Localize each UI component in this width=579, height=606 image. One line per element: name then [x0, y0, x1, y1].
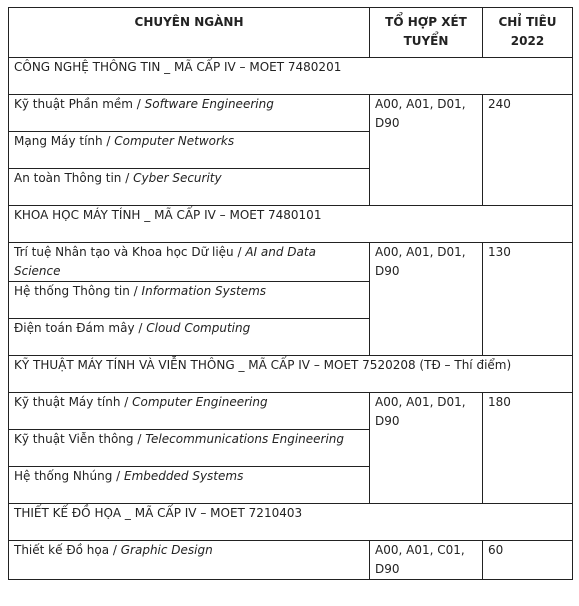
- major-cell: [9, 319, 370, 356]
- major-name-en: Embedded Systems: [124, 469, 244, 483]
- major-name-en: Software Engineering: [144, 97, 274, 111]
- major-row: [9, 393, 573, 430]
- major-cell: [9, 169, 370, 206]
- group-row: [9, 206, 573, 243]
- combo-cell: A00, A01, C01, D90: [370, 541, 483, 580]
- group-row: [9, 504, 573, 541]
- major-cell: [9, 132, 370, 169]
- major-name-vi: Trí tuệ Nhân tạo và Khoa học Dữ liệu /: [14, 245, 246, 259]
- major-cell: [9, 541, 370, 580]
- combo-cell: A00, A01, D01, D90: [370, 243, 483, 356]
- major-name-en: Computer Networks: [114, 134, 235, 148]
- major-name-vi: Thiết kế Đồ họa /: [14, 543, 121, 557]
- major-name-vi: Mạng Máy tính /: [14, 134, 115, 148]
- group-row: [9, 58, 573, 95]
- major-name-vi: Kỹ thuật Viễn thông /: [14, 432, 146, 446]
- major-name-vi: Hệ thống Nhúng /: [14, 469, 124, 483]
- combo-cell: A00, A01, D01, D90: [370, 393, 483, 504]
- header-row: [9, 8, 573, 58]
- major-name-vi: Kỹ thuật Phần mềm /: [14, 97, 145, 111]
- table-body: [9, 58, 573, 580]
- major-name-vi: Kỹ thuật Máy tính /: [14, 395, 133, 409]
- major-name-en: Cyber Security: [133, 171, 222, 185]
- major-name-vi: Hệ thống Thông tin /: [14, 284, 142, 298]
- header-major: CHUYÊN NGÀNH: [9, 8, 370, 58]
- major-name-en: Information Systems: [141, 284, 267, 298]
- major-row: [9, 243, 573, 282]
- major-name-vi: An toàn Thông tin /: [14, 171, 134, 185]
- major-cell: [9, 282, 370, 319]
- group-title: CÔNG NGHỆ THÔNG TIN _ MÃ CẤP IV – MOET 7480201: [9, 58, 573, 95]
- group-title: KỸ THUẬT MÁY TÍNH VÀ VIỄN THÔNG _ MÃ CẤP IV – MOET 7520208 (TĐ – Thí điểm): [9, 356, 573, 393]
- header-quota: CHỈ TIÊU 2022: [483, 8, 573, 58]
- quota-cell: 180: [483, 393, 573, 504]
- major-row: [9, 541, 573, 580]
- major-name-vi: Điện toán Đám mây /: [14, 321, 147, 335]
- quota-cell: 130: [483, 243, 573, 356]
- major-cell: [9, 243, 370, 282]
- major-cell: [9, 393, 370, 430]
- major-name-en: Computer Engineering: [132, 395, 268, 409]
- group-title: KHOA HỌC MÁY TÍNH _ MÃ CẤP IV – MOET 7480101: [9, 206, 573, 243]
- major-name-en: Cloud Computing: [146, 321, 251, 335]
- header-combo: TỔ HỢP XÉT TUYỂN: [370, 8, 483, 58]
- major-cell: [9, 430, 370, 467]
- admission-table: [8, 7, 573, 580]
- major-name-en: Telecommunications Engineering: [145, 432, 345, 446]
- group-row: [9, 356, 573, 393]
- major-name-en: Graphic Design: [120, 543, 213, 557]
- quota-cell: 60: [483, 541, 573, 580]
- quota-cell: 240: [483, 95, 573, 206]
- combo-cell: A00, A01, D01, D90: [370, 95, 483, 206]
- major-cell: [9, 95, 370, 132]
- major-row: [9, 95, 573, 132]
- group-title: THIẾT KẾ ĐỒ HỌA _ MÃ CẤP IV – MOET 7210403: [9, 504, 573, 541]
- major-name-en: AI and Data Science: [14, 245, 316, 278]
- major-cell: [9, 467, 370, 504]
